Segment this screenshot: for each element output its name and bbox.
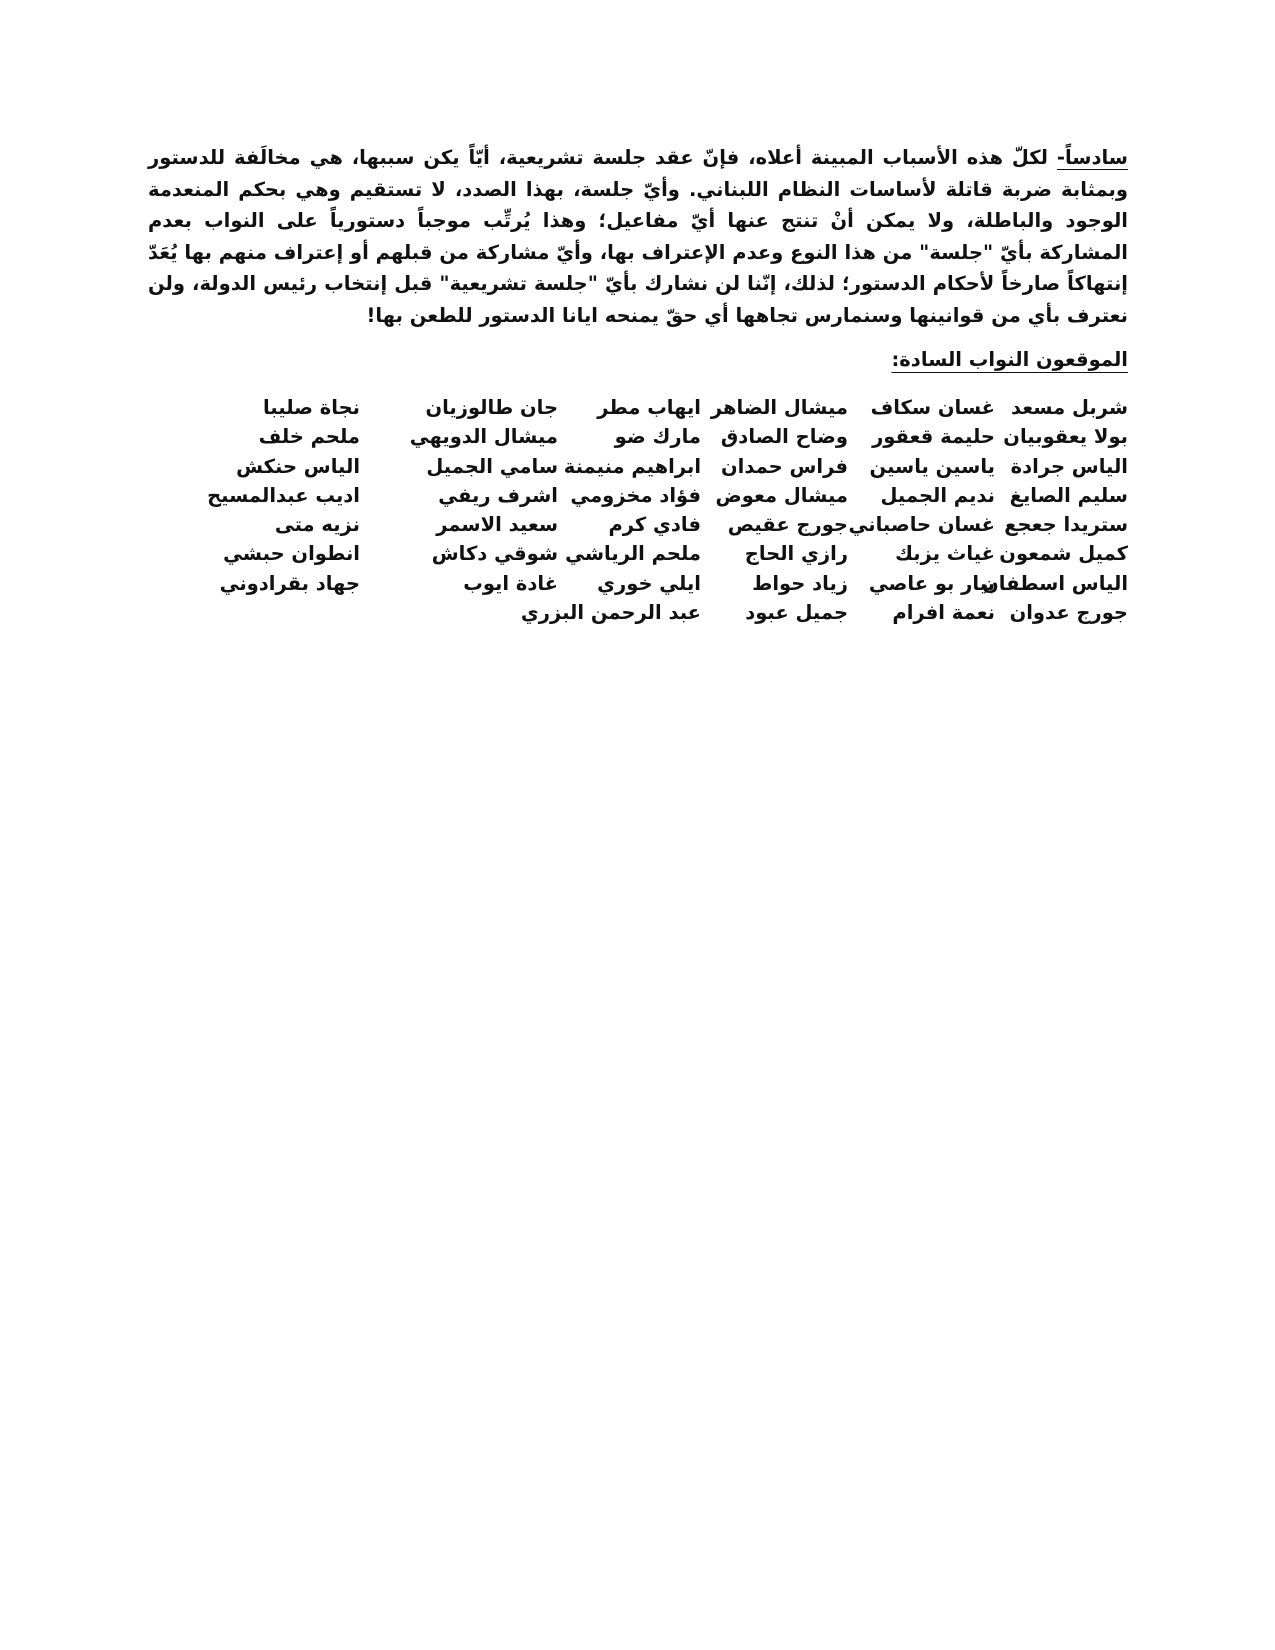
signatory-name: الياس جرادة (1010, 454, 1128, 478)
document-page (148, 142, 1128, 633)
signatory-name: ابراهيم منيمنة (563, 454, 701, 478)
names-column-1 (982, 393, 1128, 627)
signatory-name: فؤاد مخزومي (570, 483, 701, 507)
signatory-name: غياث يزبك (895, 542, 995, 566)
names-column-2 (849, 393, 995, 627)
signatory-name: جهاد بقرادوني (219, 571, 360, 595)
signatory-name: ايهاب مطر (597, 396, 701, 419)
signatory-name: رازي الحاج (744, 542, 848, 566)
body-paragraph (148, 142, 1128, 331)
signatory-name: وضاح الصادق (720, 425, 848, 449)
signatories-list (148, 393, 1128, 633)
signatory-name: نزيه متى (274, 513, 360, 537)
signatory-name: عبد الرحمن البزري (520, 601, 701, 625)
paragraph-text: لكلّ هذه الأسباب المبينة أعلاه، فإنّ عقد جلسة تشريعية، أيّاً يكن سببها، هي مخالَفة للدستور وبمثابة ضربة قاتلة لأساسات النظام اللبناني. وأيّ جلسة، بهذا الصدد، لا تستقيم وهي بحكم المنعدمة الوجود والباطلة، ولا يمكن أنْ تنتج عنها أيّ مفاعيل؛ وهذا يُرتِّب موجباً دستورياً على النواب بعدم المشاركة بأيّ "جلسة" من هذا النوع وعدم الإعتراف بها، وأيّ مشاركة من قبلهم أو إعتراف منهم بها يُعَدّ إنتهاكاً صارخاً لأحكام الدستور؛ لذلك، إنّنا لن نشارك بأيّ "جلسة تشريعية" قبل إنتخاب رئيس الدولة، ولن نعترف بأي من قوانينها وسنمارس تجاهها أي حقّ يمنحه ايانا الدستور للطعن بها! (148, 146, 1128, 327)
signatory-name: نديم الجميل (880, 483, 995, 507)
names-column-5 (410, 393, 558, 598)
signatory-name: ملحم خلف (258, 425, 360, 449)
signatory-name: كميل شمعون (999, 542, 1128, 566)
names-column-6 (207, 393, 360, 598)
signatory-name: زياد حواط (752, 571, 848, 595)
signatory-name: انطوان حبشي (223, 542, 360, 566)
signatory-name: جميل عبود (745, 601, 848, 625)
signatory-name: شوقي دكاش (431, 542, 558, 566)
signatory-name: ميشال معوض (715, 483, 848, 507)
signatory-name: ميشال الدويهي (409, 425, 558, 449)
signatory-name: سعيد الاسمر (436, 513, 558, 537)
signatory-name: سامي الجميل (426, 454, 558, 478)
signatory-name: جورج عقيص (727, 513, 848, 537)
signatory-name: جان طالوزيان (425, 396, 558, 419)
signatory-name: الياس اسطفان (982, 571, 1128, 595)
signatory-name: فراس حمدان (721, 454, 848, 478)
signatory-name: الياس حنكش (236, 454, 360, 478)
signatory-name: نعمة افرام (892, 601, 995, 625)
names-column-3 (711, 393, 848, 627)
signatory-name: نجاة صليبا (262, 396, 360, 419)
signatory-name: جورج عدوان (1009, 601, 1128, 625)
signatory-name: ستريدا جعجع (1004, 513, 1128, 537)
signatory-name: بيار بو عاصي (868, 571, 995, 595)
signatory-name: فادي كرم (608, 513, 701, 537)
signatory-name: ملحم الرياشي (565, 542, 701, 566)
signatory-name: مارك ضو (614, 425, 701, 449)
signatory-name: شربل مسعد (1010, 396, 1128, 419)
signatory-name: غادة ايوب (463, 571, 558, 595)
signatory-name: ايلي خوري (597, 571, 701, 595)
signatory-name: اديب عبدالمسيح (207, 483, 360, 507)
signatory-name: غسان حاصباني (848, 513, 995, 537)
signatory-name: اشرف ريفي (438, 483, 558, 507)
signatory-name: سليم الصايغ (1009, 483, 1128, 507)
signatory-name: حليمة قعقور (872, 425, 995, 449)
signatory-name: بولا يعقوبيان (1003, 425, 1128, 449)
signatory-name: ياسين ياسين (869, 454, 995, 478)
signatory-name: غسان سكاف (870, 396, 995, 419)
signatory-name: ميشال الضاهر (710, 396, 848, 419)
paragraph-lead: سادساً- (1056, 146, 1128, 169)
signatories-heading: الموقعون النواب السادة: (891, 348, 1128, 371)
